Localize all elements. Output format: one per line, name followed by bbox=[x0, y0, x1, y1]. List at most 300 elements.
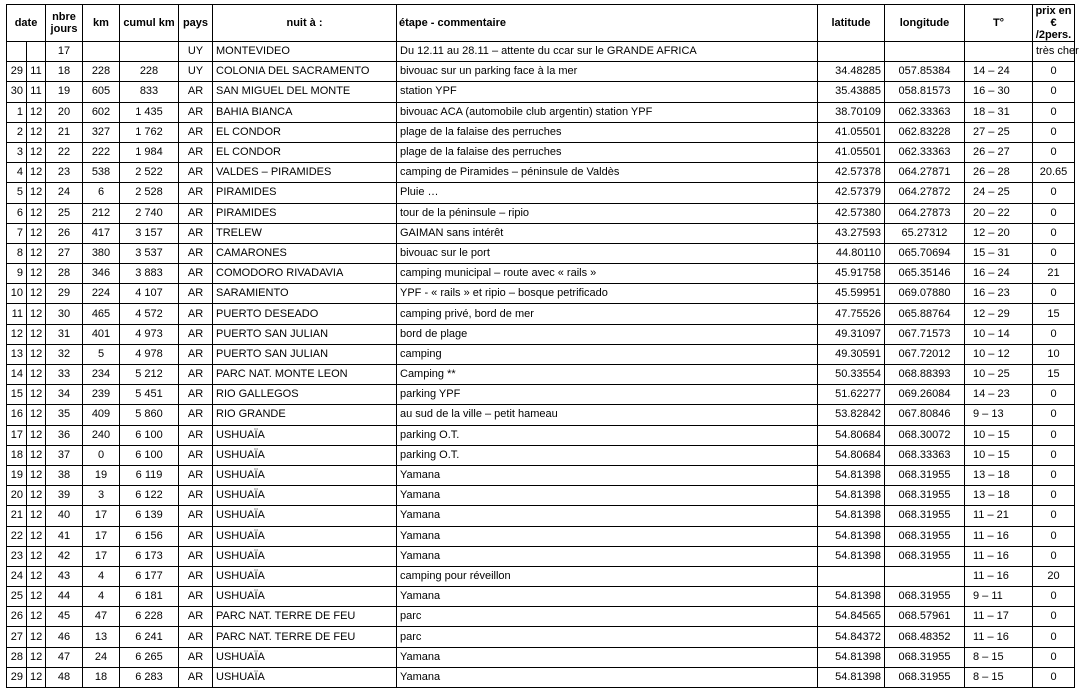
cell-longitude: 062.33363 bbox=[885, 142, 965, 162]
cell-nuit: PIRAMIDES bbox=[213, 203, 397, 223]
cell-day: 27 bbox=[7, 627, 27, 647]
itinerary-table-wrapper bbox=[6, 4, 1079, 688]
cell-temperature: 14 – 23 bbox=[965, 385, 1033, 405]
cell-longitude: 068.33363 bbox=[885, 445, 965, 465]
cell-etape: camping privé, bord de mer bbox=[397, 304, 818, 324]
cell-month: 12 bbox=[27, 243, 46, 263]
cell-latitude: 38.70109 bbox=[818, 102, 885, 122]
cell-cumul-km: 4 107 bbox=[120, 284, 179, 304]
cell-month bbox=[27, 42, 46, 62]
cell-nbre-jours: 37 bbox=[46, 445, 83, 465]
cell-latitude: 45.59951 bbox=[818, 284, 885, 304]
cell-nbre-jours: 46 bbox=[46, 627, 83, 647]
header-longitude: longitude bbox=[885, 5, 965, 42]
table-row bbox=[7, 183, 1075, 203]
cell-pays: UY bbox=[179, 62, 213, 82]
cell-etape: Pluie … bbox=[397, 183, 818, 203]
cell-nbre-jours: 39 bbox=[46, 486, 83, 506]
cell-cumul-km: 6 100 bbox=[120, 445, 179, 465]
cell-nbre-jours: 45 bbox=[46, 607, 83, 627]
cell-temperature: 11 – 16 bbox=[965, 627, 1033, 647]
table-row bbox=[7, 365, 1075, 385]
cell-day: 20 bbox=[7, 486, 27, 506]
cell-temperature: 10 – 14 bbox=[965, 324, 1033, 344]
cell-nuit: RIO GRANDE bbox=[213, 405, 397, 425]
cell-longitude: 062.33363 bbox=[885, 102, 965, 122]
cell-nuit: USHUAÏA bbox=[213, 587, 397, 607]
cell-temperature: 11 – 17 bbox=[965, 607, 1033, 627]
cell-latitude: 54.80684 bbox=[818, 445, 885, 465]
cell-latitude: 43.27593 bbox=[818, 223, 885, 243]
table-row bbox=[7, 486, 1075, 506]
cell-etape: camping bbox=[397, 344, 818, 364]
cell-km: 605 bbox=[83, 82, 120, 102]
cell-etape: plage de la falaise des perruches bbox=[397, 142, 818, 162]
table-row bbox=[7, 465, 1075, 485]
cell-pays: AR bbox=[179, 627, 213, 647]
cell-nbre-jours: 20 bbox=[46, 102, 83, 122]
cell-day: 3 bbox=[7, 142, 27, 162]
cell-temperature: 13 – 18 bbox=[965, 486, 1033, 506]
cell-nbre-jours: 29 bbox=[46, 284, 83, 304]
cell-nbre-jours: 18 bbox=[46, 62, 83, 82]
cell-cumul-km: 6 139 bbox=[120, 506, 179, 526]
cell-day: 5 bbox=[7, 183, 27, 203]
cell-km: 234 bbox=[83, 365, 120, 385]
cell-km: 0 bbox=[83, 445, 120, 465]
cell-pays: AR bbox=[179, 566, 213, 586]
cell-cumul-km: 1 762 bbox=[120, 122, 179, 142]
cell-etape: Yamana bbox=[397, 486, 818, 506]
cell-km: 212 bbox=[83, 203, 120, 223]
cell-nuit: USHUAÏA bbox=[213, 647, 397, 667]
cell-prix: 10 bbox=[1033, 344, 1075, 364]
cell-longitude: 069.07880 bbox=[885, 284, 965, 304]
cell-month: 11 bbox=[27, 62, 46, 82]
cell-etape: GAIMAN sans intérêt bbox=[397, 223, 818, 243]
cell-day: 15 bbox=[7, 385, 27, 405]
cell-month: 12 bbox=[27, 183, 46, 203]
cell-prix: 20.65 bbox=[1033, 163, 1075, 183]
cell-nuit: PUERTO SAN JULIAN bbox=[213, 324, 397, 344]
cell-prix: 0 bbox=[1033, 526, 1075, 546]
cell-pays: AR bbox=[179, 122, 213, 142]
cell-latitude: 42.57379 bbox=[818, 183, 885, 203]
cell-prix: 0 bbox=[1033, 183, 1075, 203]
header-latitude: latitude bbox=[818, 5, 885, 42]
table-row bbox=[7, 142, 1075, 162]
cell-month: 12 bbox=[27, 607, 46, 627]
cell-nbre-jours: 48 bbox=[46, 667, 83, 687]
cell-prix: 0 bbox=[1033, 587, 1075, 607]
cell-nuit: USHUAÏA bbox=[213, 566, 397, 586]
cell-latitude: 54.81398 bbox=[818, 465, 885, 485]
cell-km: 346 bbox=[83, 264, 120, 284]
cell-longitude: 068.31955 bbox=[885, 526, 965, 546]
cell-pays: AR bbox=[179, 445, 213, 465]
cell-km: 327 bbox=[83, 122, 120, 142]
cell-nuit: USHUAÏA bbox=[213, 486, 397, 506]
cell-nbre-jours: 26 bbox=[46, 223, 83, 243]
cell-nbre-jours: 27 bbox=[46, 243, 83, 263]
cell-month: 12 bbox=[27, 445, 46, 465]
cell-nuit: USHUAÏA bbox=[213, 506, 397, 526]
cell-longitude: 057.85384 bbox=[885, 62, 965, 82]
cell-day: 25 bbox=[7, 587, 27, 607]
cell-cumul-km: 833 bbox=[120, 82, 179, 102]
cell-temperature: 10 – 25 bbox=[965, 365, 1033, 385]
cell-temperature: 20 – 22 bbox=[965, 203, 1033, 223]
cell-day: 16 bbox=[7, 405, 27, 425]
header-km: km bbox=[83, 5, 120, 42]
cell-latitude: 41.05501 bbox=[818, 142, 885, 162]
cell-pays: AR bbox=[179, 587, 213, 607]
cell-pays: AR bbox=[179, 647, 213, 667]
cell-latitude: 50.33554 bbox=[818, 365, 885, 385]
cell-km: 17 bbox=[83, 546, 120, 566]
table-row bbox=[7, 62, 1075, 82]
cell-latitude: 51.62277 bbox=[818, 385, 885, 405]
cell-cumul-km: 6 173 bbox=[120, 546, 179, 566]
cell-etape: tour de la péninsule – ripio bbox=[397, 203, 818, 223]
header-date: date bbox=[7, 5, 46, 42]
table-row bbox=[7, 667, 1075, 687]
table-row bbox=[7, 627, 1075, 647]
cell-nbre-jours: 33 bbox=[46, 365, 83, 385]
cell-km: 17 bbox=[83, 506, 120, 526]
cell-nuit: USHUAÏA bbox=[213, 445, 397, 465]
cell-longitude: 065.88764 bbox=[885, 304, 965, 324]
cell-temperature: 15 – 31 bbox=[965, 243, 1033, 263]
cell-etape: bivouac sur un parking face à la mer bbox=[397, 62, 818, 82]
cell-day: 23 bbox=[7, 546, 27, 566]
cell-nuit: PARC NAT. MONTE LEON bbox=[213, 365, 397, 385]
cell-cumul-km: 6 265 bbox=[120, 647, 179, 667]
cell-nbre-jours: 41 bbox=[46, 526, 83, 546]
cell-prix: 0 bbox=[1033, 546, 1075, 566]
cell-latitude: 41.05501 bbox=[818, 122, 885, 142]
cell-day: 30 bbox=[7, 82, 27, 102]
cell-longitude: 068.31955 bbox=[885, 506, 965, 526]
cell-latitude: 54.81398 bbox=[818, 526, 885, 546]
cell-pays: AR bbox=[179, 304, 213, 324]
cell-prix: 21 bbox=[1033, 264, 1075, 284]
cell-latitude bbox=[818, 566, 885, 586]
cell-prix: 0 bbox=[1033, 607, 1075, 627]
cell-day: 28 bbox=[7, 647, 27, 667]
cell-pays: UY bbox=[179, 42, 213, 62]
cell-cumul-km: 1 435 bbox=[120, 102, 179, 122]
cell-pays: AR bbox=[179, 324, 213, 344]
cell-temperature: 16 – 23 bbox=[965, 284, 1033, 304]
cell-etape: Yamana bbox=[397, 667, 818, 687]
header-cumul-km: cumul km bbox=[120, 5, 179, 42]
cell-km: 17 bbox=[83, 526, 120, 546]
table-row bbox=[7, 163, 1075, 183]
cell-prix: 0 bbox=[1033, 62, 1075, 82]
cell-nuit: RIO GALLEGOS bbox=[213, 385, 397, 405]
cell-etape: Camping ** bbox=[397, 365, 818, 385]
cell-temperature: 13 – 18 bbox=[965, 465, 1033, 485]
header-pays: pays bbox=[179, 5, 213, 42]
cell-nbre-jours: 40 bbox=[46, 506, 83, 526]
cell-pays: AR bbox=[179, 102, 213, 122]
cell-nuit: EL CONDOR bbox=[213, 142, 397, 162]
cell-month: 12 bbox=[27, 203, 46, 223]
cell-day: 4 bbox=[7, 163, 27, 183]
cell-cumul-km: 5 212 bbox=[120, 365, 179, 385]
cell-km: 538 bbox=[83, 163, 120, 183]
cell-prix: 0 bbox=[1033, 102, 1075, 122]
cell-nuit: USHUAÏA bbox=[213, 526, 397, 546]
cell-month: 12 bbox=[27, 506, 46, 526]
cell-longitude: 068.30072 bbox=[885, 425, 965, 445]
cell-pays: AR bbox=[179, 465, 213, 485]
cell-month: 12 bbox=[27, 142, 46, 162]
cell-cumul-km: 2 740 bbox=[120, 203, 179, 223]
cell-month: 12 bbox=[27, 465, 46, 485]
header-prix: prix en € /2pers. bbox=[1033, 5, 1075, 42]
cell-cumul-km: 2 522 bbox=[120, 163, 179, 183]
table-row bbox=[7, 526, 1075, 546]
table-row bbox=[7, 344, 1075, 364]
cell-month: 12 bbox=[27, 344, 46, 364]
cell-temperature: 11 – 21 bbox=[965, 506, 1033, 526]
cell-nuit: USHUAÏA bbox=[213, 425, 397, 445]
cell-cumul-km: 4 572 bbox=[120, 304, 179, 324]
cell-km: 409 bbox=[83, 405, 120, 425]
cell-day: 18 bbox=[7, 445, 27, 465]
cell-cumul-km: 6 283 bbox=[120, 667, 179, 687]
cell-prix: 0 bbox=[1033, 82, 1075, 102]
cell-temperature: 26 – 27 bbox=[965, 142, 1033, 162]
cell-latitude: 54.81398 bbox=[818, 587, 885, 607]
cell-latitude bbox=[818, 42, 885, 62]
cell-nuit: USHUAÏA bbox=[213, 546, 397, 566]
cell-nbre-jours: 24 bbox=[46, 183, 83, 203]
cell-pays: AR bbox=[179, 284, 213, 304]
cell-prix: 15 bbox=[1033, 304, 1075, 324]
cell-month: 12 bbox=[27, 425, 46, 445]
cell-month: 11 bbox=[27, 82, 46, 102]
cell-pays: AR bbox=[179, 425, 213, 445]
cell-prix: 0 bbox=[1033, 506, 1075, 526]
cell-nuit: EL CONDOR bbox=[213, 122, 397, 142]
cell-longitude: 068.31955 bbox=[885, 546, 965, 566]
cell-temperature: 11 – 16 bbox=[965, 566, 1033, 586]
cell-pays: AR bbox=[179, 607, 213, 627]
cell-month: 12 bbox=[27, 647, 46, 667]
cell-month: 12 bbox=[27, 223, 46, 243]
table-row bbox=[7, 203, 1075, 223]
cell-cumul-km: 3 157 bbox=[120, 223, 179, 243]
cell-etape: Yamana bbox=[397, 546, 818, 566]
table-row bbox=[7, 566, 1075, 586]
cell-month: 12 bbox=[27, 385, 46, 405]
cell-month: 12 bbox=[27, 627, 46, 647]
cell-nuit: CAMARONES bbox=[213, 243, 397, 263]
header-nbre-jours: nbre jours bbox=[46, 5, 83, 42]
cell-nuit: COMODORO RIVADAVIA bbox=[213, 264, 397, 284]
cell-pays: AR bbox=[179, 243, 213, 263]
cell-longitude: 058.81573 bbox=[885, 82, 965, 102]
cell-etape: parc bbox=[397, 607, 818, 627]
cell-prix: 0 bbox=[1033, 122, 1075, 142]
cell-latitude: 54.81398 bbox=[818, 647, 885, 667]
cell-longitude: 068.57961 bbox=[885, 607, 965, 627]
cell-etape: parc bbox=[397, 627, 818, 647]
cell-etape: bivouac sur le port bbox=[397, 243, 818, 263]
cell-day: 1 bbox=[7, 102, 27, 122]
cell-cumul-km: 6 100 bbox=[120, 425, 179, 445]
cell-longitude: 062.83228 bbox=[885, 122, 965, 142]
cell-month: 12 bbox=[27, 526, 46, 546]
cell-month: 12 bbox=[27, 284, 46, 304]
cell-cumul-km: 6 119 bbox=[120, 465, 179, 485]
table-row bbox=[7, 82, 1075, 102]
cell-cumul-km: 3 537 bbox=[120, 243, 179, 263]
cell-nuit: USHUAÏA bbox=[213, 465, 397, 485]
cell-nuit: PUERTO DESEADO bbox=[213, 304, 397, 324]
cell-cumul-km: 228 bbox=[120, 62, 179, 82]
cell-cumul-km: 5 860 bbox=[120, 405, 179, 425]
cell-etape: plage de la falaise des perruches bbox=[397, 122, 818, 142]
cell-temperature: 11 – 16 bbox=[965, 546, 1033, 566]
cell-etape: Yamana bbox=[397, 506, 818, 526]
cell-pays: AR bbox=[179, 344, 213, 364]
cell-etape: parking YPF bbox=[397, 385, 818, 405]
cell-pays: AR bbox=[179, 385, 213, 405]
cell-longitude: 067.71573 bbox=[885, 324, 965, 344]
cell-cumul-km: 4 978 bbox=[120, 344, 179, 364]
cell-temperature: 27 – 25 bbox=[965, 122, 1033, 142]
cell-month: 12 bbox=[27, 546, 46, 566]
cell-prix: 0 bbox=[1033, 203, 1075, 223]
cell-cumul-km: 6 181 bbox=[120, 587, 179, 607]
cell-etape: Du 12.11 au 28.11 – attente du ccar sur le GRANDE AFRICA bbox=[397, 42, 818, 62]
table-row bbox=[7, 445, 1075, 465]
cell-km: 239 bbox=[83, 385, 120, 405]
cell-etape: camping pour réveillon bbox=[397, 566, 818, 586]
cell-etape: Yamana bbox=[397, 587, 818, 607]
cell-nbre-jours: 43 bbox=[46, 566, 83, 586]
cell-latitude: 54.81398 bbox=[818, 667, 885, 687]
cell-longitude bbox=[885, 566, 965, 586]
cell-latitude: 45.91758 bbox=[818, 264, 885, 284]
cell-month: 12 bbox=[27, 405, 46, 425]
cell-nbre-jours: 28 bbox=[46, 264, 83, 284]
cell-nbre-jours: 17 bbox=[46, 42, 83, 62]
cell-latitude: 35.43885 bbox=[818, 82, 885, 102]
cell-km: 222 bbox=[83, 142, 120, 162]
cell-latitude: 49.31097 bbox=[818, 324, 885, 344]
cell-nuit: PUERTO SAN JULIAN bbox=[213, 344, 397, 364]
cell-day: 21 bbox=[7, 506, 27, 526]
cell-latitude: 53.82842 bbox=[818, 405, 885, 425]
table-row bbox=[7, 324, 1075, 344]
cell-day: 2 bbox=[7, 122, 27, 142]
cell-cumul-km: 6 228 bbox=[120, 607, 179, 627]
cell-month: 12 bbox=[27, 587, 46, 607]
cell-nbre-jours: 25 bbox=[46, 203, 83, 223]
cell-prix: 0 bbox=[1033, 385, 1075, 405]
cell-day: 12 bbox=[7, 324, 27, 344]
cell-month: 12 bbox=[27, 304, 46, 324]
cell-pays: AR bbox=[179, 546, 213, 566]
cell-etape: camping municipal – route avec « rails » bbox=[397, 264, 818, 284]
cell-pays: AR bbox=[179, 667, 213, 687]
cell-km: 417 bbox=[83, 223, 120, 243]
cell-etape: parking O.T. bbox=[397, 445, 818, 465]
cell-km: 228 bbox=[83, 62, 120, 82]
cell-nbre-jours: 21 bbox=[46, 122, 83, 142]
cell-nuit: BAHIA BIANCA bbox=[213, 102, 397, 122]
cell-cumul-km bbox=[120, 42, 179, 62]
cell-day: 10 bbox=[7, 284, 27, 304]
cell-latitude: 54.81398 bbox=[818, 546, 885, 566]
cell-etape: Yamana bbox=[397, 465, 818, 485]
cell-km: 4 bbox=[83, 587, 120, 607]
cell-longitude: 064.27872 bbox=[885, 183, 965, 203]
cell-day: 9 bbox=[7, 264, 27, 284]
cell-longitude: 068.31955 bbox=[885, 465, 965, 485]
cell-day: 8 bbox=[7, 243, 27, 263]
cell-longitude bbox=[885, 42, 965, 62]
cell-temperature: 18 – 31 bbox=[965, 102, 1033, 122]
header-row bbox=[7, 5, 1075, 42]
cell-nuit: VALDES – PIRAMIDES bbox=[213, 163, 397, 183]
cell-longitude: 065.35146 bbox=[885, 264, 965, 284]
cell-km: 3 bbox=[83, 486, 120, 506]
cell-month: 12 bbox=[27, 324, 46, 344]
cell-km: 18 bbox=[83, 667, 120, 687]
cell-day: 11 bbox=[7, 304, 27, 324]
cell-etape: bivouac ACA (automobile club argentin) station YPF bbox=[397, 102, 818, 122]
cell-nuit: SAN MIGUEL DEL MONTE bbox=[213, 82, 397, 102]
cell-day: 13 bbox=[7, 344, 27, 364]
cell-prix: 0 bbox=[1033, 445, 1075, 465]
header-temperature: T° bbox=[965, 5, 1033, 42]
cell-latitude: 54.80684 bbox=[818, 425, 885, 445]
cell-cumul-km: 6 156 bbox=[120, 526, 179, 546]
cell-cumul-km: 3 883 bbox=[120, 264, 179, 284]
cell-nbre-jours: 19 bbox=[46, 82, 83, 102]
cell-nbre-jours: 38 bbox=[46, 465, 83, 485]
cell-prix: 0 bbox=[1033, 465, 1075, 485]
table-row bbox=[7, 607, 1075, 627]
cell-pays: AR bbox=[179, 82, 213, 102]
cell-day: 17 bbox=[7, 425, 27, 445]
cell-longitude: 067.80846 bbox=[885, 405, 965, 425]
cell-prix: 0 bbox=[1033, 425, 1075, 445]
cell-cumul-km: 6 177 bbox=[120, 566, 179, 586]
cell-nbre-jours: 42 bbox=[46, 546, 83, 566]
cell-pays: AR bbox=[179, 163, 213, 183]
cell-temperature: 12 – 20 bbox=[965, 223, 1033, 243]
cell-longitude: 068.31955 bbox=[885, 647, 965, 667]
cell-temperature: 16 – 30 bbox=[965, 82, 1033, 102]
cell-etape: Yamana bbox=[397, 526, 818, 546]
cell-temperature: 16 – 24 bbox=[965, 264, 1033, 284]
cell-latitude: 54.84372 bbox=[818, 627, 885, 647]
table-row bbox=[7, 42, 1075, 62]
cell-day: 14 bbox=[7, 365, 27, 385]
header-nuit: nuit à : bbox=[213, 5, 397, 42]
cell-etape: parking O.T. bbox=[397, 425, 818, 445]
cell-etape: YPF - « rails » et ripio – bosque petrificado bbox=[397, 284, 818, 304]
cell-longitude: 064.27873 bbox=[885, 203, 965, 223]
cell-cumul-km: 5 451 bbox=[120, 385, 179, 405]
